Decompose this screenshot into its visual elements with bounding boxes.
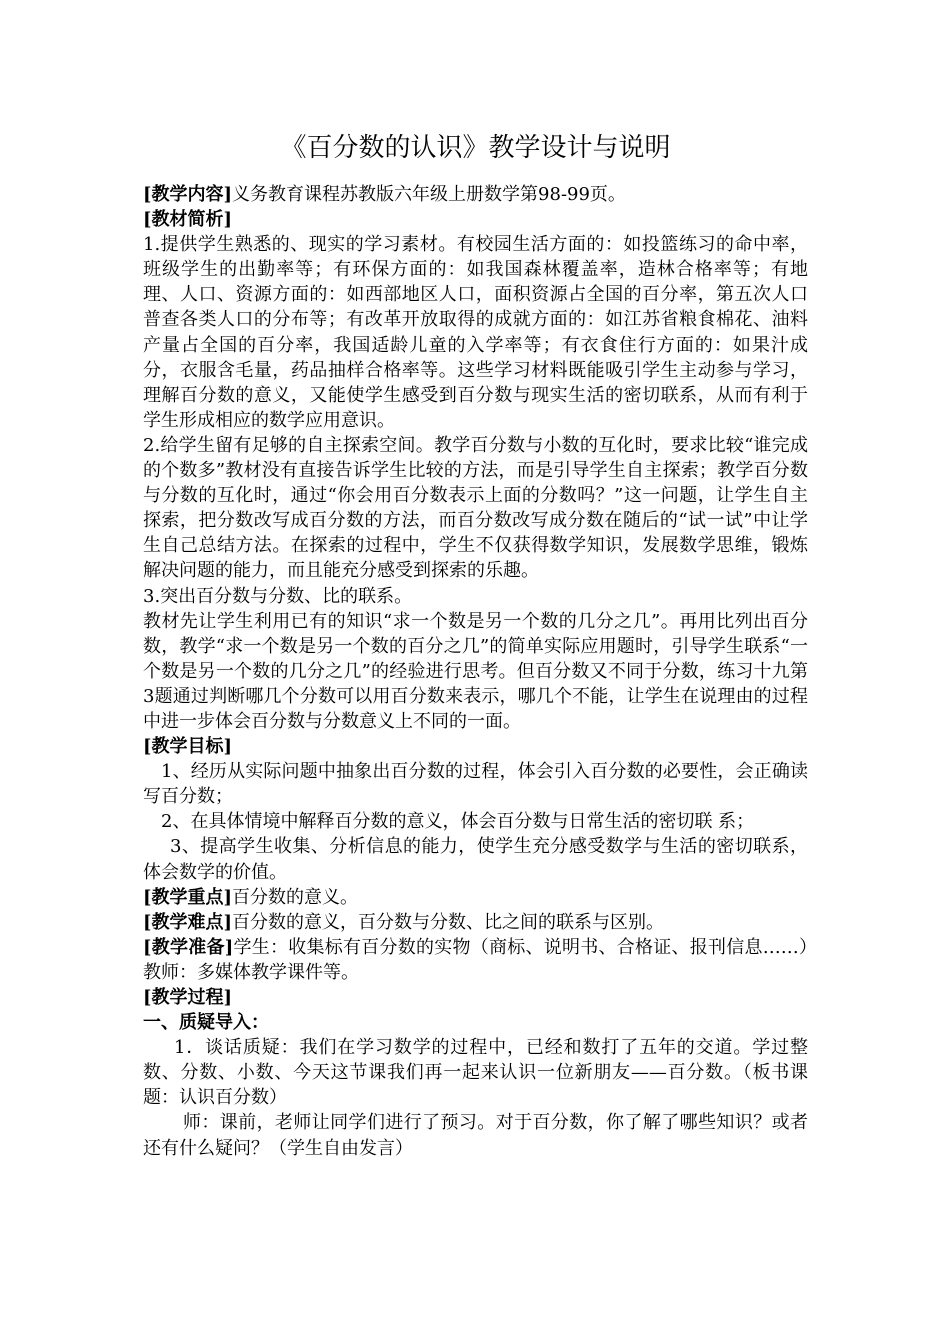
difficulty-paragraph	[143, 910, 808, 935]
process-label: [教学过程]	[143, 987, 233, 1008]
difficulty-text: 百分数的意义，百分数与分数、比之间的联系与区别。	[232, 911, 665, 933]
difficulty-label: [教学难点]	[143, 911, 233, 933]
goal-3: 3、提高学生收集、分析信息的能力，使学生充分感受数学与生活的密切联系，体会数学的价值。	[143, 836, 808, 883]
content-label: [教学内容]	[143, 184, 233, 205]
analysis-point-1: 1.提供学生熟悉的、现实的学习素材。有校园生活方面的：如投篮练习的命中率，班级学生的出勤率等；有环保方面的：如我国森林覆盖率，造林合格率等；有地理、人口、资源方面的：如西部地区人口，面积资源占全国的百分率，第五次人口普查各类人口的分布等；有改革开放取得的成就方面的：如江苏省粮食棉花、油料产量占全国的百分率，我国适龄儿童的入学率等；有衣食住行方面的：如果汁成分，衣服含毛量，药品抽样合格率等。这些学习材料既能吸引学生主动参与学习，理解百分数的意义，又能使学生感受到百分数与现实生活的密切联系，从而有利于学生形成相应的数学应用意识。	[143, 234, 808, 431]
analysis-point-2: 2.给学生留有足够的自主探索空间。教学百分数与小数的互化时，要求比较“谁完成的个数多”教材没有直接告诉学生比较的方法，而是引导学生自主探索；教学百分数与分数的互化时，通过“你会用百分数表示上面的分数吗？”这一问题，让学生自主探索，把分数改写成百分数的方法，而百分数改写成分数在随后的“试一试”中让学生自己总结方法。在探索的过程中，学生不仅获得数学知识，发展数学思维，锻炼解决问题的能力，而且能充分感受到探索的乐趣。	[143, 434, 808, 582]
goal-2: 2、在具体情境中解释百分数的意义，体会百分数与日常生活的密切联 系；	[161, 811, 755, 833]
goals-label: [教学目标]	[143, 736, 233, 758]
prep-paragraph	[143, 935, 808, 985]
analysis-label: [教材简析]	[143, 209, 233, 231]
section-1-paragraph-2: 师：课前，老师让同学们进行了预习。对于百分数，你了解了哪些知识？或者还有什么疑问？（学生自由发言）	[143, 1112, 808, 1159]
prep-label: [教学准备]	[143, 936, 234, 958]
analysis-point-3-heading: 3.突出百分数与分数、比的联系。	[143, 585, 413, 607]
prep-text: 学生：收集标有百分数的实物（商标、说明书、合格证、报刊信息……）教师：多媒体教学课件等。	[143, 936, 808, 983]
goal-1: 1、经历从实际问题中抽象出百分数的过程，体会引入百分数的必要性，会正确读写百分数；	[143, 761, 808, 808]
document-page	[143, 128, 808, 1161]
analysis-point-3-body: 教材先让学生利用已有的知识“求一个数是另一个数的几分之几”。再用比列出百分数，教学“求一个数是另一个数的百分之几”的简单实际应用题时，引导学生联系“一个数是另一个数的几分之几”的经验进行思考。但百分数又不同于分数，练习十九第3题通过判断哪几个分数可以用百分数来表示，哪几个不能，让学生在说理由的过程中进一步体会百分数与分数意义上不同的一面。	[143, 610, 808, 732]
content-text: 义务教育课程苏教版六年级上册数学第98-99页。	[232, 184, 626, 205]
section-1-paragraph-1: 1．谈话质疑：我们在学习数学的过程中，已经和数打了五年的交道。学过整数、分数、小数、今天这节课我们再一起来认识一位新朋友——百分数。（板书课题：认识百分数）	[143, 1037, 808, 1109]
key-paragraph	[143, 885, 808, 910]
key-text: 百分数的意义。	[232, 886, 359, 908]
document-title: 《百分数的认识》教学设计与说明	[280, 133, 671, 163]
section-1-heading: 一、质疑导入：	[143, 1012, 269, 1034]
content-paragraph	[143, 182, 808, 207]
key-label: [教学重点]	[143, 886, 233, 908]
